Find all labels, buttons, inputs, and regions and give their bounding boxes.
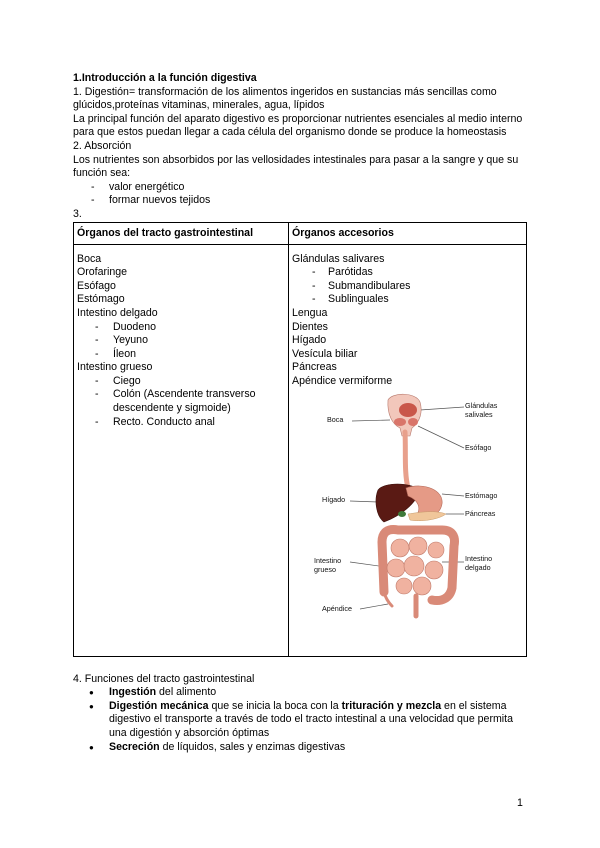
organ-vesicula: Vesícula biliar	[292, 347, 358, 360]
organ-apendice: Apéndice vermiforme	[292, 374, 393, 387]
mechanical-digestion-term: Digestión mecánica	[109, 699, 209, 712]
page-number: 1	[517, 797, 523, 809]
glandulas-parts	[292, 266, 522, 307]
organ-intestino-delgado: Intestino delgado	[77, 306, 158, 319]
list-item: - Parótidas	[292, 266, 522, 280]
list-item: - Submandibulares	[292, 280, 522, 294]
functions-list	[73, 686, 528, 754]
digestion-line-a: 1. Digestión= transformación de los alimentos ingeridos en sustancias más sencillas como	[73, 85, 497, 98]
organ-lengua: Lengua	[292, 306, 328, 319]
absorption-text: Los nutrientes son absorbidos por las vellosidades intestinales para pasar a la sangre y que su función sea:	[73, 153, 519, 180]
ingestion-text: del alimento	[156, 686, 217, 699]
mechanical-text-b: en el sistema digestivo el transporte a través de todo el tracto intestinal a una velocidad que permita una digestión y absorción óptimas	[109, 699, 513, 739]
functions-heading: 4. Funciones del tracto gastrointestinal	[73, 672, 255, 685]
absorption-list	[73, 181, 528, 208]
diagram-label-pancreas: Páncreas	[465, 509, 496, 519]
diagram-label-delgado-2: delgado	[465, 563, 491, 573]
table-header-gi: Órganos del tracto gastrointestinal	[74, 222, 289, 244]
diagram-label-glandulas-2: salivales	[465, 410, 493, 420]
list-item: - Ciego	[77, 375, 284, 389]
grueso-parts	[77, 375, 284, 429]
accessory-organs-cell	[289, 244, 527, 656]
organ-boca: Boca	[77, 252, 102, 265]
list-item: - Sublinguales	[292, 293, 522, 307]
diagram-label-grueso-2: grueso	[314, 565, 336, 575]
digestive-system-illustration	[292, 392, 512, 624]
list-item	[73, 700, 528, 741]
list-item: - Yeyuno	[77, 334, 284, 348]
list-item: - Duodeno	[77, 321, 284, 335]
item-3-marker: 3.	[73, 207, 82, 220]
delgado-parts	[77, 321, 284, 362]
organ-orofaringe: Orofaringe	[77, 266, 128, 279]
list-item: - Íleon	[77, 348, 284, 362]
document-page	[73, 72, 528, 754]
organ-glandulas: Glándulas salivares	[292, 252, 385, 265]
mechanical-text-a: que se inicia la boca con la	[208, 699, 342, 712]
diagram-label-delgado-1: Intestino	[465, 554, 493, 564]
diagram-label-apendice: Apéndice	[322, 604, 352, 614]
digestion-line-b: glúcidos,proteínas vitaminas, minerales, agua, lípidos	[73, 99, 325, 112]
absorption-heading: 2. Absorción	[73, 139, 132, 152]
organs-table	[73, 222, 527, 657]
trituration-term: trituración y mezcla	[341, 699, 442, 712]
diagram-label-glandulas-1: Glándulas	[465, 401, 498, 411]
gi-organs-cell	[74, 244, 289, 656]
organ-intestino-grueso: Intestino grueso	[77, 361, 153, 374]
list-item: - formar nuevos tejidos	[73, 194, 528, 208]
diagram-label-estomago: Estómago	[465, 491, 498, 501]
organ-dientes: Dientes	[292, 320, 328, 333]
ingestion-term: Ingestión	[109, 686, 157, 699]
function-text: La principal función del aparato digestivo es proporcionar nutrientes esenciales al medio interno para que estos puedan llegar a cada célula del organismo donde se produce la homeostasis	[73, 112, 523, 139]
diagram-label-esofago: Esófago	[465, 443, 492, 453]
list-item: - valor energético	[73, 181, 528, 195]
list-item: - Colón (Ascendente transverso descendente y sigmoide)	[77, 388, 284, 415]
table-header-accessory: Órganos accesorios	[289, 222, 527, 244]
organ-higado: Hígado	[292, 334, 327, 347]
list-item: - Recto. Conducto anal	[77, 416, 284, 430]
list-item	[73, 741, 528, 755]
diagram-label-boca: Boca	[327, 415, 344, 425]
secretion-term: Secreción	[109, 740, 160, 753]
list-item	[73, 686, 528, 700]
diagram-label-grueso-1: Intestino	[314, 556, 342, 566]
organ-esofago: Esófago	[77, 279, 116, 292]
digestive-system-diagram	[292, 392, 512, 624]
organ-pancreas: Páncreas	[292, 361, 337, 374]
organ-estomago: Estómago	[77, 293, 125, 306]
diagram-label-higado: Hígado	[322, 495, 346, 505]
secretion-text: de líquidos, sales y enzimas digestivas	[159, 740, 346, 753]
section-title: 1.Introducción a la función digestiva	[73, 72, 257, 84]
